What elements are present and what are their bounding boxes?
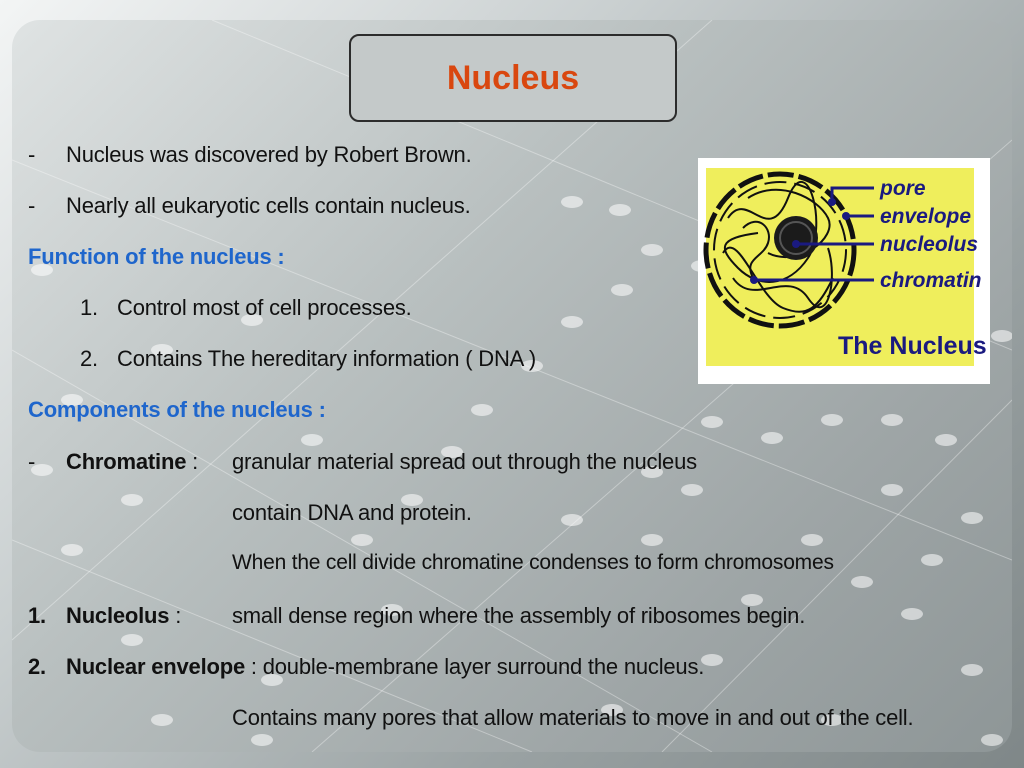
slide xyxy=(12,20,1012,752)
envelope-label: Nuclear envelope xyxy=(66,654,245,679)
chromatine-desc-3: When the cell divide chromatine condenses to form chromosomes xyxy=(232,551,834,574)
function-heading: Function of the nucleus : xyxy=(28,244,285,269)
nucleolus-separator: : xyxy=(169,603,182,628)
nucleolus-term xyxy=(66,603,181,629)
nucleus-diagram xyxy=(698,158,990,384)
bullet-text: Nucleus was discovered by Robert Brown. xyxy=(66,142,472,167)
envelope-line xyxy=(66,654,704,680)
diagram-caption: The Nucleus xyxy=(838,332,987,360)
component-number: 2. xyxy=(28,654,46,679)
components-heading: Components of the nucleus : xyxy=(28,397,326,422)
function-text: Control most of cell processes. xyxy=(117,295,412,320)
diagram-label-envelope: envelope xyxy=(880,205,972,228)
background-dots-decoration xyxy=(12,20,1012,752)
bullet-text: Nearly all eukaryotic cells contain nucleus. xyxy=(66,193,471,218)
bullet-marker: - xyxy=(28,142,36,167)
diagram-label-nucleolus: nucleolus xyxy=(880,233,979,256)
function-number: 1. xyxy=(80,295,98,320)
chromatine-label: Chromatine xyxy=(66,449,187,474)
nucleolus-desc: small dense region where the assembly of ribosomes begin. xyxy=(232,603,806,628)
envelope-desc-2: Contains many pores that allow materials to move in and out of the cell. xyxy=(232,705,914,730)
chromatine-desc-1: granular material spread out through the nucleus xyxy=(232,449,697,474)
slide-title: Nucleus xyxy=(446,58,580,97)
chromatine-separator: : xyxy=(186,449,199,474)
component-number: 1. xyxy=(28,603,46,628)
chromatine-desc-2: contain DNA and protein. xyxy=(232,500,472,525)
function-text: Contains The hereditary information ( DNA ) xyxy=(117,346,536,371)
nucleolus-label: Nucleolus xyxy=(66,603,170,628)
bullet-marker: - xyxy=(28,193,36,218)
function-number: 2. xyxy=(80,346,98,371)
diagram-label-pore: pore xyxy=(880,177,926,200)
chromatine-term xyxy=(66,449,198,475)
title-box xyxy=(349,34,677,122)
diagram-label-chromatin: chromatin xyxy=(880,269,982,292)
component-marker: - xyxy=(28,449,36,474)
envelope-desc: : double-membrane layer surround the nucleus. xyxy=(245,654,705,679)
nucleus-diagram-image xyxy=(698,158,990,384)
